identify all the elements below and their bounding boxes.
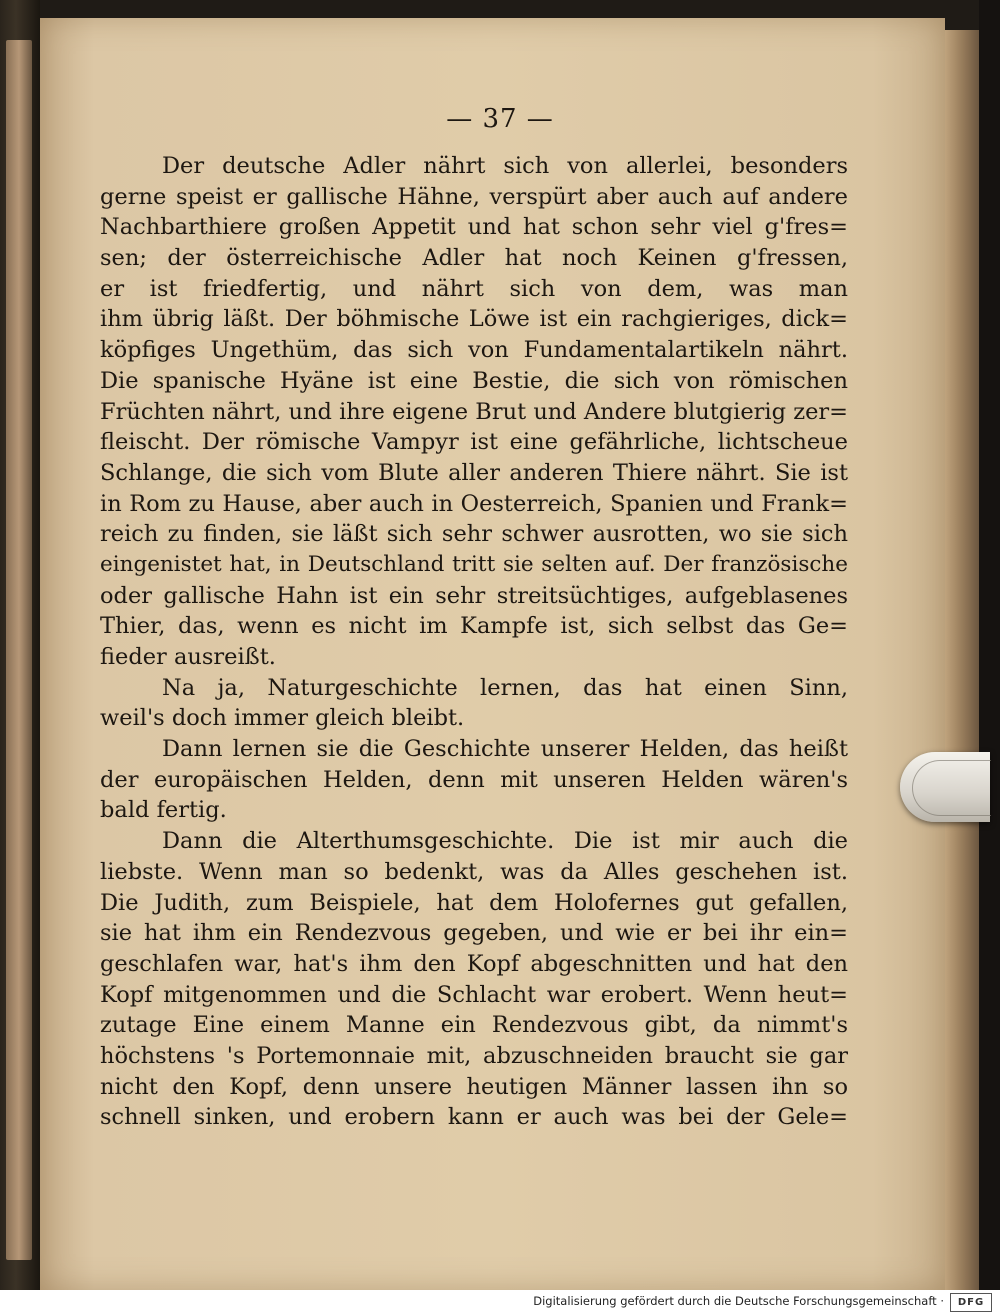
text-line: fleischt. Der römische Vampyr ist eine gefährliche, lichtscheue [100, 429, 848, 456]
text-line: Dann die Alterthumsgeschichte. Die ist mir auch die [162, 828, 848, 855]
footer-bar [0, 1290, 1000, 1315]
text-line: Der deutsche Adler nährt sich von allerlei, besonders [162, 153, 848, 179]
text-line: bald fertig. [100, 797, 227, 824]
text-line: Nachbarthiere großen Appetit und hat schon sehr viel g'fres= [100, 214, 848, 241]
text-line: köpfiges Ungethüm, das sich von Fundamentalartikeln nährt. [100, 337, 848, 364]
text-line: Schlange, die sich vom Blute aller anderen Thiere nährt. Sie ist [100, 459, 848, 486]
previous-page-edge [0, 0, 40, 1290]
bookmark-tab-rim [912, 760, 991, 816]
text-line: Thier, das, wenn es nicht im Kampfe ist, sich selbst das Ge= [100, 613, 848, 640]
text-line: nicht den Kopf, denn unsere heutigen Männer lassen ihn so [100, 1073, 848, 1100]
text-line: sie hat ihm ein Rendezvous gegeben, und wie er bei ihr ein= [100, 920, 848, 947]
page-block-edge [945, 30, 979, 1290]
background-edge [979, 0, 1000, 1290]
text-line: sen; der österreichische Adler hat noch Keinen g'fressen, [100, 245, 848, 272]
text-line: schnell sinken, und erobern kann er auch was bei der Gele= [100, 1104, 848, 1131]
text-line: Die Judith, zum Beispiele, hat dem Holofernes gut gefallen, [100, 889, 848, 916]
text-line: liebste. Wenn man so bedenkt, was da Alles geschehen ist. [100, 858, 848, 885]
text-line: Früchten nährt, und ihre eigene Brut und Andere blutgierig zer= [100, 398, 848, 425]
text-line: reich zu finden, sie läßt sich sehr schwer ausrotten, wo sie sich [100, 521, 848, 548]
text-line: er ist friedfertig, und nährt sich von dem, was man [100, 275, 848, 302]
text-line: in Rom zu Hause, aber auch in Oesterreich, Spanien und Frank= [100, 490, 848, 517]
dfg-logo: DFG [950, 1293, 992, 1312]
text-line: weil's doch immer gleich bleibt. [100, 705, 465, 732]
text-line: gerne speist er gallische Hähne, verspürt aber auch auf andere [100, 183, 848, 210]
text-line: Na ja, Naturgeschichte lernen, das hat einen Sinn, [162, 674, 848, 701]
text-line: Die spanische Hyäne ist eine Bestie, die sich von römischen [100, 367, 848, 394]
text-line: Kopf mitgenommen und die Schlacht war erobert. Wenn heut= [100, 981, 848, 1008]
text-line: der europäischen Helden, denn mit unseren Helden wären's [100, 766, 848, 793]
text-line: höchstens 's Portemonnaie mit, abzuschneiden braucht sie gar [100, 1042, 848, 1069]
body-text [100, 151, 848, 1133]
page-edge-strip [6, 40, 32, 1260]
text-line: geschlafen war, hat's ihm den Kopf abgeschnitten und hat den [100, 950, 848, 977]
text-line: zutage Eine einem Manne ein Rendezvous gibt, da nimmt's [100, 1012, 848, 1039]
text-line: Dann lernen sie die Geschichte unserer Helden, das heißt [162, 736, 848, 763]
text-line: fieder ausreißt. [100, 644, 276, 670]
funding-credit: Digitalisierung gefördert durch die Deutsche Forschungsgemeinschaft · [533, 1294, 944, 1308]
text-line: ihm übrig läßt. Der böhmische Löwe ist ein rachgieriges, dick= [100, 306, 848, 333]
text-line: eingenistet hat, in Deutschland tritt sie selten auf. Der französische [100, 551, 848, 577]
page-number: — 37 — [446, 104, 554, 134]
text-line: oder gallische Hahn ist ein sehr streitsüchtiges, aufgeblasenes [100, 582, 848, 609]
